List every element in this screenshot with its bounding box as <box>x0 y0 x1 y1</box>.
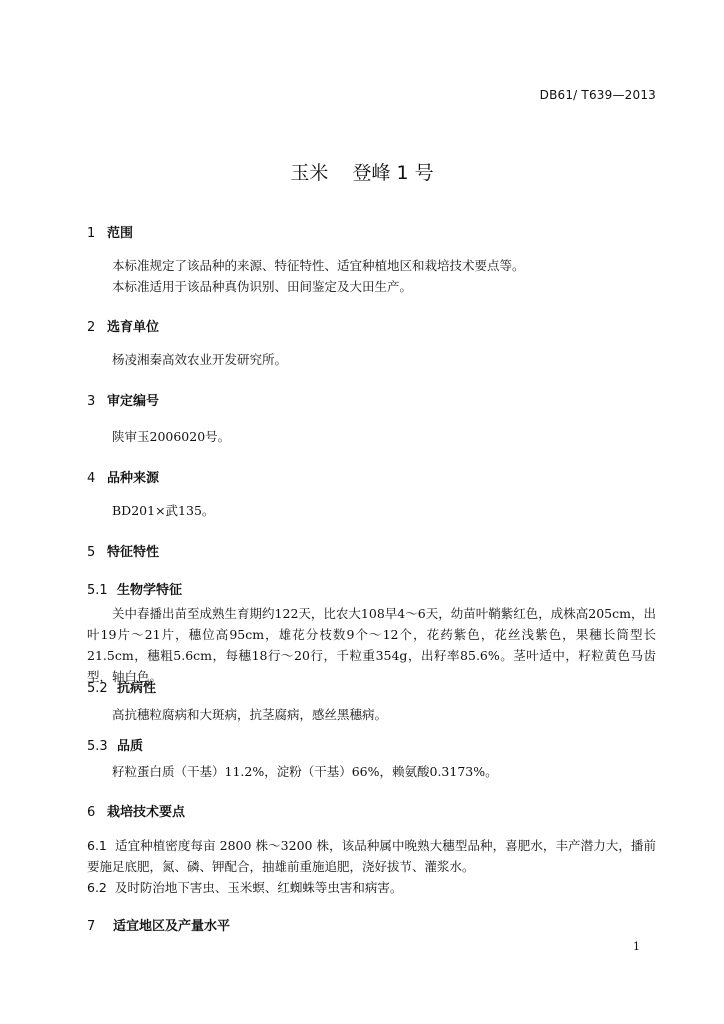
section-6-1-body <box>87 835 656 877</box>
section-number: 5.1 <box>87 583 108 598</box>
clause-text: 及时防治地下害虫、玉米螟、红蜘蛛等虫害和病害。 <box>114 880 403 895</box>
section-title: 选育单位 <box>107 320 160 335</box>
clause-text: 适宜种植密度每亩 2800 株～3200 株，该品种属中晚熟大穗型品种，喜肥水，丰产潜力大，播前要施足底肥，氮、磷、钾配合，抽雄前重施追肥，浇好拔节、灌浆水。 <box>87 838 657 874</box>
page-number: 1 <box>633 940 640 953</box>
section-4-heading <box>87 467 159 486</box>
section-title: 品质 <box>117 739 144 754</box>
section-5-3-heading <box>87 735 143 754</box>
section-number: 7 <box>87 919 96 934</box>
section-title: 范围 <box>107 226 134 241</box>
section-title: 抗病性 <box>117 681 157 696</box>
section-title: 审定编号 <box>107 394 160 409</box>
section-5-1-body: 关中春播出苗至成熟生育期约122天，比农大108早4～6天，幼苗叶鞘紫红色，成株高205cm，出叶19片～21片，穗位高95cm，雄花分枝数9个～12个，花药紫色，花丝浅紫色，果穗长筒型长21.5cm，穗粗5.6cm，每穗18行～20行，千粒重354g，出籽率85.6%。茎叶适中，籽粒黄色马齿型，轴白色。 <box>87 606 656 684</box>
section-number: 5 <box>87 545 96 560</box>
section-6-2-body <box>87 877 656 898</box>
section-title: 生物学特征 <box>117 583 183 598</box>
section-number: 6 <box>87 805 96 820</box>
clause-number: 6.1 <box>87 838 107 853</box>
section-3-body: 陕审玉2006020号。 <box>112 429 231 444</box>
section-number: 2 <box>87 320 96 335</box>
paragraph: 本标准适用于该品种真伪识别、田间鉴定及大田生产。 <box>112 279 413 294</box>
section-5-1-heading <box>87 579 182 598</box>
section-number: 3 <box>87 394 96 409</box>
section-1-body <box>87 255 656 297</box>
section-5-3-body: 籽粒蛋白质（干基）11.2%，淀粉（干基）66%，赖氨酸0.3173%。 <box>112 764 498 779</box>
page-title: 玉米 登峰 1 号 <box>290 162 434 184</box>
section-2-heading <box>87 316 159 335</box>
section-3-heading <box>87 390 159 409</box>
section-6-heading <box>87 801 185 820</box>
section-2-body: 杨凌湘秦高效农业开发研究所。 <box>112 352 288 367</box>
section-number: 5.2 <box>87 681 108 696</box>
section-number: 4 <box>87 471 96 486</box>
section-1-heading <box>87 222 133 241</box>
section-title: 适宜地区及产量水平 <box>113 919 231 934</box>
section-title: 特征特性 <box>107 545 160 560</box>
section-5-heading <box>87 541 159 560</box>
clause-number: 6.2 <box>87 880 107 895</box>
section-title: 品种来源 <box>107 471 160 486</box>
paragraph: 本标准规定了该品种的来源、特征特性、适宜种植地区和栽培技术要点等。 <box>112 258 525 273</box>
section-4-body: BD201×武135。 <box>112 503 215 518</box>
section-number: 1 <box>87 226 96 241</box>
section-7-heading <box>87 915 230 934</box>
section-5-2-heading <box>87 677 156 696</box>
section-title: 栽培技术要点 <box>107 805 186 820</box>
document-code: DB61/ T639—2013 <box>539 88 656 102</box>
section-5-2-body: 高抗穗粒腐病和大斑病，抗茎腐病，感丝黑穗病。 <box>112 707 388 722</box>
section-number: 5.3 <box>87 739 108 754</box>
